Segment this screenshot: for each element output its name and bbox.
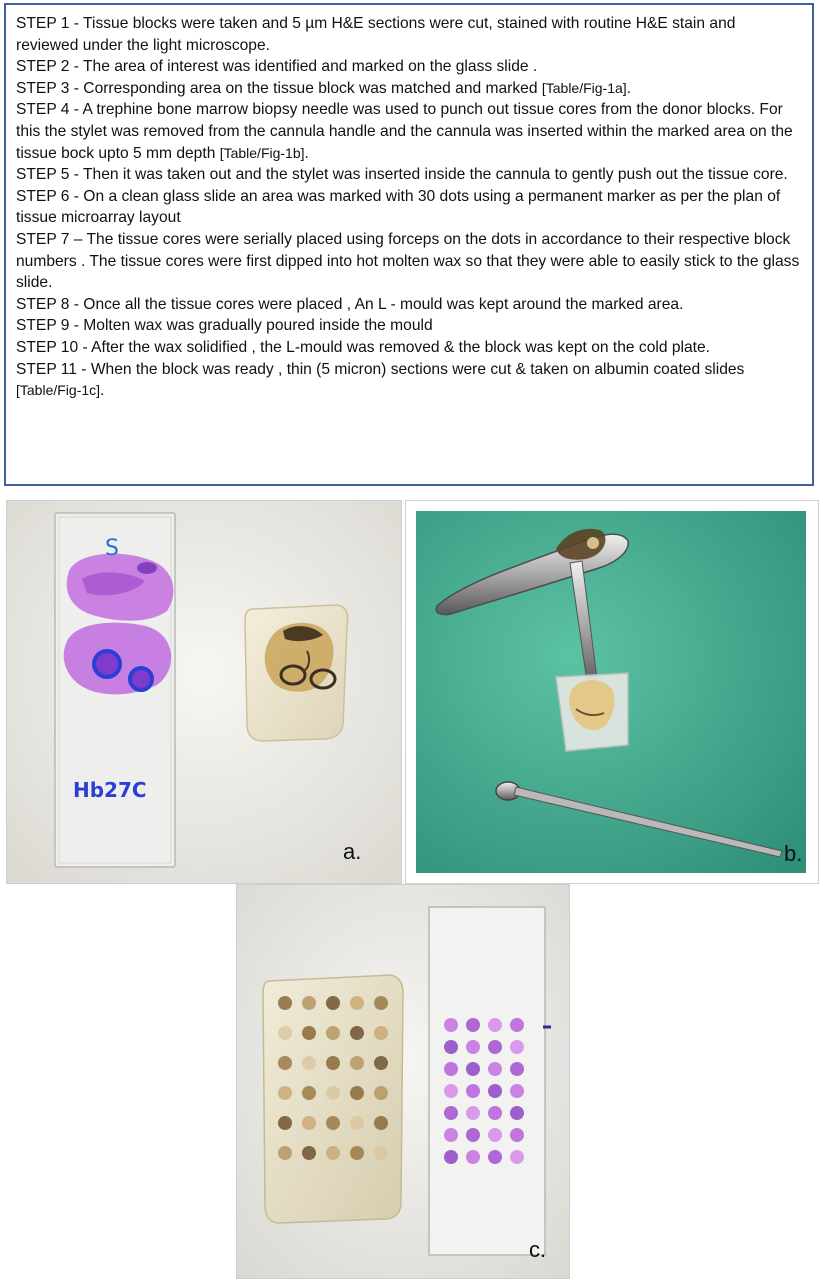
figure-panel-a <box>6 500 402 884</box>
block-tissue-core <box>374 1116 388 1130</box>
step-4 <box>16 99 802 164</box>
step-3 <box>16 78 802 100</box>
slide-section-dot <box>444 1040 458 1054</box>
block-tissue-core <box>374 1146 388 1160</box>
slide-section-dot <box>510 1018 524 1032</box>
step-9: STEP 9 - Molten wax was gradually poured inside the mould <box>16 317 433 335</box>
block-tissue-core <box>278 996 292 1010</box>
stained-section-bottom <box>64 623 171 695</box>
marked-area-circle-2 <box>130 668 152 690</box>
slide-section-dot <box>488 1018 502 1032</box>
block-tissue-core <box>350 996 364 1010</box>
step-5: STEP 5 - Then it was taken out and the stylet was inserted inside the cannula to gently push out the tissue core. <box>16 166 788 184</box>
slide-section-dot <box>510 1084 524 1098</box>
block-tissue-core <box>278 1056 292 1070</box>
block-tissue-core <box>350 1026 364 1040</box>
block-tissue-core <box>278 1086 292 1100</box>
marked-area-circle-1 <box>94 651 120 677</box>
slide-section-dot <box>466 1150 480 1164</box>
panel-c-photo <box>237 885 569 1278</box>
figure-panel-c <box>236 884 570 1279</box>
slide-section-dot <box>510 1128 524 1142</box>
block-tissue-core <box>350 1146 364 1160</box>
panel-b-photo <box>406 501 818 883</box>
slide-label: Hb27C <box>73 778 147 802</box>
block-tissue-core <box>302 996 316 1010</box>
slide-section-dot <box>444 1018 458 1032</box>
block-tissue-core <box>302 1056 316 1070</box>
block-tissue-core <box>374 1056 388 1070</box>
block-tissue-core <box>326 1146 340 1160</box>
panel-a-photo <box>7 501 401 883</box>
block-tissue-core <box>350 1086 364 1100</box>
block-tissue-core <box>326 1056 340 1070</box>
block-tissue-core <box>326 996 340 1010</box>
slide-section-dot <box>466 1062 480 1076</box>
block-tissue-core <box>374 1026 388 1040</box>
block-tissue-core <box>302 1086 316 1100</box>
block-tissue-core <box>350 1116 364 1130</box>
fig-1a-ref[interactable]: [Table/Fig-1a] <box>541 79 627 96</box>
slide-section-dot <box>488 1062 502 1076</box>
steps-box <box>4 3 814 486</box>
slide-section-dot <box>466 1106 480 1120</box>
paraffin-block-a <box>245 605 348 741</box>
slide-top-mark: S <box>105 536 119 561</box>
block-tissue-core <box>302 1026 316 1040</box>
step-11-end: . <box>100 382 105 400</box>
slide-section-dot <box>488 1084 502 1098</box>
block-tissue-core <box>302 1116 316 1130</box>
step-7: STEP 7 – The tissue cores were serially placed using forceps on the dots in accordance to their respective block numbers . The tissue cores were first dipped into hot molten wax so that they were able to easily stick to the glass slide. <box>16 230 800 292</box>
fig-1c-ref[interactable]: [Table/Fig-1c] <box>16 382 101 399</box>
slide-section-dot <box>488 1150 502 1164</box>
slide-section-dot <box>510 1062 524 1076</box>
step-4-text: STEP 4 - A trephine bone marrow biopsy needle was used to punch out tissue cores from the donor blocks. For this the stylet was removed from the cannula handle and the cannula was inserted within the marked area on the tissue bock upto 5 mm depth <box>16 101 793 162</box>
slide-section-dot <box>444 1062 458 1076</box>
slide-section-dot <box>488 1128 502 1142</box>
step-11-text: STEP 11 - When the block was ready , thin (5 micron) sections were cut & taken on albumin coated slides <box>16 360 745 378</box>
step-1: STEP 1 - Tissue blocks were taken and 5 µm H&E sections were cut, stained with routine H&E stain and reviewed under the light microscope. <box>16 15 736 54</box>
slide-section-dot <box>444 1150 458 1164</box>
step-11 <box>16 359 802 402</box>
block-tissue-core <box>302 1146 316 1160</box>
panel-a-label: a. <box>343 839 362 864</box>
tma-slide <box>429 907 551 1255</box>
figure-panel-b <box>405 500 819 884</box>
block-tissue-core <box>278 1146 292 1160</box>
block-tissue-core <box>374 996 388 1010</box>
slide-section-dot <box>510 1040 524 1054</box>
block-tissue-core <box>326 1086 340 1100</box>
block-tissue-core <box>278 1116 292 1130</box>
fig-1b-ref[interactable]: [Table/Fig-1b] <box>219 144 305 161</box>
slide-section-dot <box>466 1128 480 1142</box>
slide-section-dot <box>488 1106 502 1120</box>
panel-b-label: b. <box>784 841 803 866</box>
stained-section-top <box>67 554 174 621</box>
slide-section-dot <box>444 1084 458 1098</box>
slide-section-dot <box>510 1106 524 1120</box>
block-tissue-core <box>350 1056 364 1070</box>
slide-section-dot <box>466 1084 480 1098</box>
block-tissue-core <box>326 1116 340 1130</box>
step-10: STEP 10 - After the wax solidified , the L-mould was removed & the block was kept on the cold plate. <box>16 338 710 356</box>
slide-section-dot <box>488 1040 502 1054</box>
step-3-end: . <box>626 79 632 97</box>
step-2: STEP 2 - The area of interest was identified and marked on the glass slide . <box>16 58 538 76</box>
slide-section-dot <box>510 1150 524 1164</box>
core-in-block-b <box>556 673 628 751</box>
step-3-text: STEP 3 - Corresponding area on the tissue block was matched and marked <box>16 79 542 97</box>
slide-section-dot <box>444 1106 458 1120</box>
slide-section-dot <box>466 1018 480 1032</box>
slide-section-dot <box>466 1040 480 1054</box>
tma-block <box>263 975 403 1223</box>
block-tissue-core <box>278 1026 292 1040</box>
slide-section-dot <box>444 1128 458 1142</box>
panel-c-label: c. <box>529 1237 547 1262</box>
step-8: STEP 8 - Once all the tissue cores were placed , An L - mould was kept around the marked area. <box>16 295 684 313</box>
step-6: STEP 6 - On a clean glass slide an area was marked with 30 dots using a permanent marker as per the plan of tissue microarray layout <box>16 187 781 227</box>
step-4-end: . <box>304 144 309 162</box>
block-tissue-core <box>326 1026 340 1040</box>
block-tissue-core <box>374 1086 388 1100</box>
